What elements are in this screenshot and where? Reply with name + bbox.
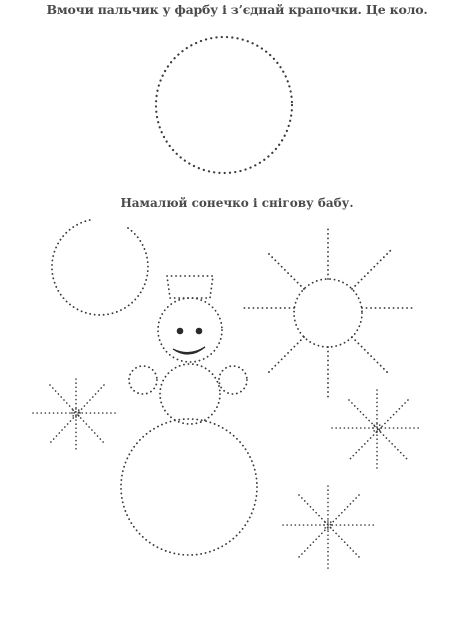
snowflake-bottom <box>283 486 374 570</box>
snowflake-right <box>332 390 422 470</box>
instruction-middle: Намалюй сонечко і снігову бабу. <box>120 196 354 210</box>
snowman-face <box>173 328 205 354</box>
open-dotted-circle <box>52 220 148 315</box>
instruction-top: Вмочи пальчик у фарбу і з’єднай крапочки. Це коло. <box>46 2 428 17</box>
snowman-tracing <box>121 276 257 555</box>
sun-tracing <box>240 228 414 398</box>
large-dotted-circle <box>156 37 292 173</box>
snowflake-left <box>33 379 117 452</box>
